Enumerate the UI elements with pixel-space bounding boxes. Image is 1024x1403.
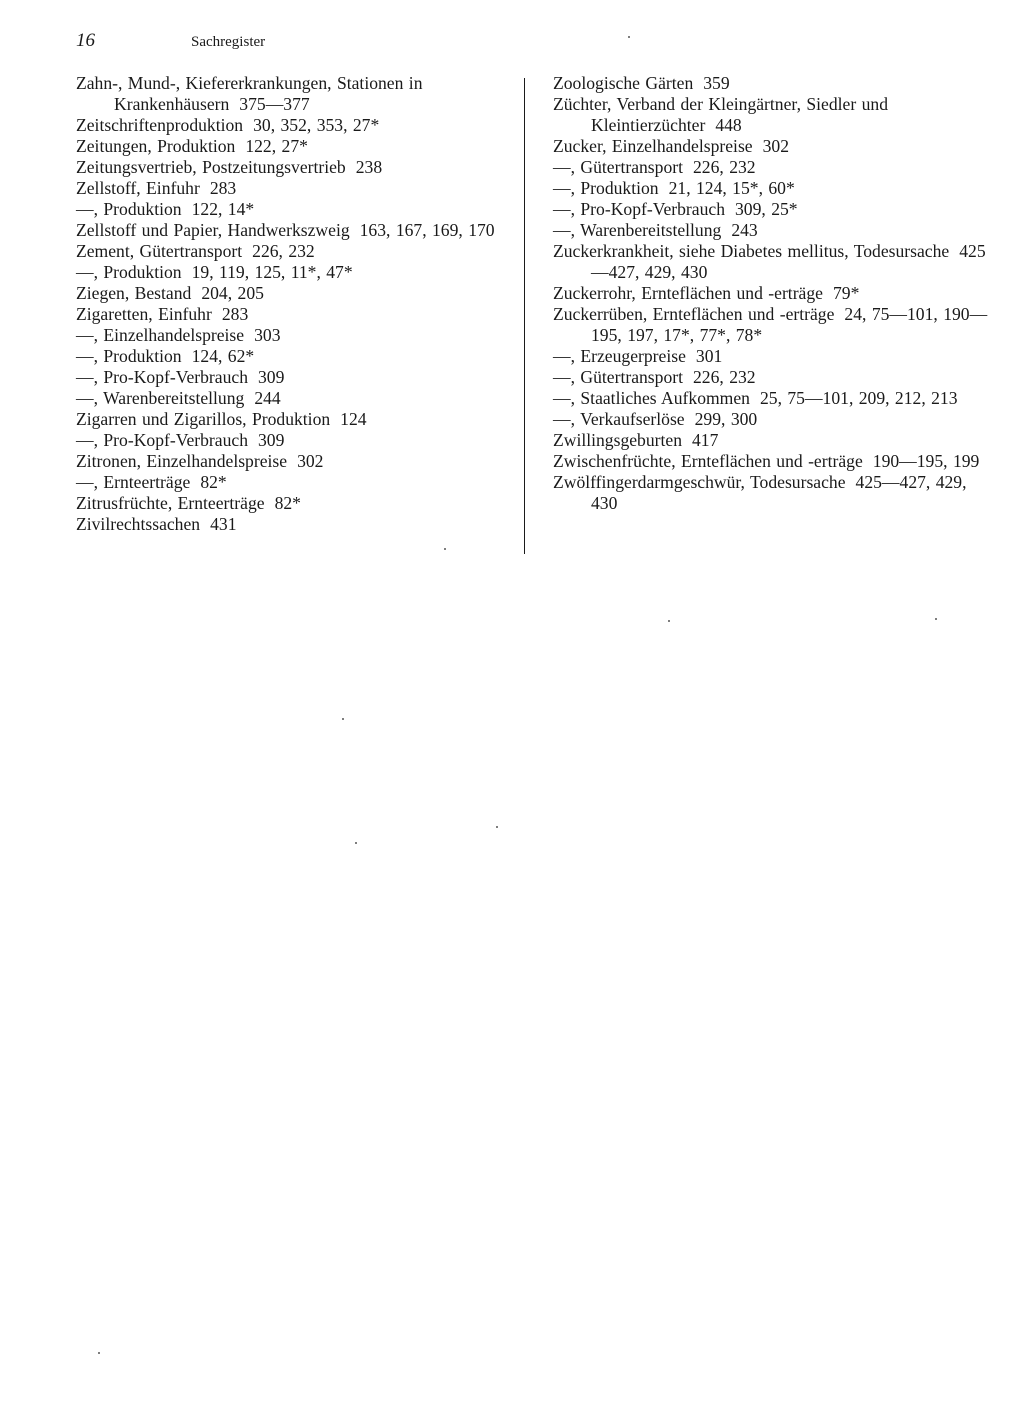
index-entry <box>76 451 511 472</box>
entry-pages: 24, 75—101, 190—195, 197, 17*, 77*, 78* <box>591 304 988 345</box>
entry-term: Zitrusfrüchte, Ernteerträge <box>76 493 265 513</box>
entry-pages: 124, 62* <box>191 346 255 366</box>
index-column-right <box>553 73 993 514</box>
index-entry <box>553 346 993 367</box>
entry-term: Zivilrechtssachen <box>76 514 201 534</box>
entry-pages: 299, 300 <box>694 409 758 429</box>
entry-pages: 283 <box>221 304 249 324</box>
index-entry <box>76 262 511 283</box>
index-entry <box>76 367 511 388</box>
index-entry <box>553 283 993 304</box>
index-entry <box>553 94 993 136</box>
entry-pages: 302 <box>297 451 324 471</box>
entry-term: Zigaretten, Einfuhr <box>76 304 212 324</box>
entry-pages: 19, 119, 125, 11*, 47* <box>191 262 353 282</box>
scan-speck <box>668 620 670 622</box>
entry-term: —, Produktion <box>76 199 182 219</box>
entry-pages: 244 <box>254 388 281 408</box>
entry-pages: 226, 232 <box>693 367 756 387</box>
entry-term: Zwischenfrüchte, Ernteflächen und -erträge <box>553 451 863 471</box>
index-entry <box>76 241 511 262</box>
entry-term: Zellstoff, Einfuhr <box>76 178 200 198</box>
scan-speck <box>496 826 498 828</box>
index-entry <box>76 199 511 220</box>
entry-pages: 226, 232 <box>252 241 315 261</box>
entry-pages: 243 <box>731 220 758 240</box>
index-entry <box>553 304 993 346</box>
entry-term: —, Einzelhandelspreise <box>76 325 245 345</box>
scan-speck <box>342 718 344 720</box>
entry-term: Zeitungen, Produktion <box>76 136 236 156</box>
entry-term: Zeitungsvertrieb, Postzeitungsvertrieb <box>76 157 346 177</box>
entry-term: Zuckerrohr, Ernteflächen und -erträge <box>553 283 823 303</box>
entry-term: —, Pro-Kopf-Verbrauch <box>553 199 725 219</box>
entry-pages: 190—195, 199 <box>872 451 980 471</box>
index-entry <box>76 388 511 409</box>
entry-term: Zuckerkrankheit, siehe Diabetes mellitus, Todesursache <box>553 241 950 261</box>
index-entry <box>76 178 511 199</box>
entry-pages: 283 <box>209 178 237 198</box>
entry-pages: 21, 124, 15*, 60* <box>668 178 795 198</box>
entry-pages: 425—427, 429, 430 <box>591 241 986 282</box>
index-entry <box>553 136 993 157</box>
entry-pages: 204, 205 <box>201 283 264 303</box>
entry-pages: 82* <box>274 493 301 513</box>
index-entry <box>76 514 511 535</box>
column-divider <box>524 78 525 554</box>
entry-term: Zeitschriftenproduktion <box>76 115 244 135</box>
entry-term: —, Warenbereitstellung <box>553 220 722 240</box>
entry-term: Zigarren und Zigarillos, Produktion <box>76 409 331 429</box>
entry-pages: 359 <box>703 73 730 93</box>
index-entry <box>76 472 511 493</box>
index-entry <box>553 157 993 178</box>
scan-speck <box>628 36 630 38</box>
scan-speck <box>444 548 446 550</box>
entry-pages: 303 <box>254 325 281 345</box>
entry-term: —, Ernteerträge <box>76 472 191 492</box>
index-column-left <box>76 73 511 535</box>
index-entry <box>76 220 511 241</box>
index-entry <box>76 493 511 514</box>
index-entry <box>76 136 511 157</box>
entry-term: Ziegen, Bestand <box>76 283 192 303</box>
entry-term: Zucker, Einzelhandelspreise <box>553 136 753 156</box>
scan-speck <box>355 842 357 844</box>
entry-pages: 122, 14* <box>191 199 255 219</box>
entry-pages: 79* <box>832 283 860 303</box>
index-entry <box>76 283 511 304</box>
entry-term: —, Pro-Kopf-Verbrauch <box>76 430 248 450</box>
index-entry <box>76 409 511 430</box>
entry-pages: 163, 167, 169, 170 <box>359 220 495 240</box>
entry-pages: 309 <box>258 430 285 450</box>
entry-pages: 375—377 <box>239 94 310 114</box>
entry-term: —, Pro-Kopf-Verbrauch <box>76 367 248 387</box>
index-entry <box>76 304 511 325</box>
entry-term: Zwillingsgeburten <box>553 430 682 450</box>
index-entry <box>553 388 993 409</box>
entry-term: —, Gütertransport <box>553 367 683 387</box>
entry-pages: 122, 27* <box>245 136 308 156</box>
entry-pages: 431 <box>210 514 237 534</box>
index-entry <box>76 325 511 346</box>
index-entry <box>553 73 993 94</box>
page-header <box>76 30 476 54</box>
entry-term: —, Staatliches Aufkommen <box>553 388 750 408</box>
index-entry <box>76 157 511 178</box>
entry-term: Zahn-, Mund-, Kiefererkrankungen, Stationen in Krankenhäusern <box>76 73 423 114</box>
index-entry <box>553 367 993 388</box>
scan-speck <box>98 1352 100 1354</box>
running-head: Sachregister <box>191 34 266 50</box>
entry-pages: 25, 75—101, 209, 212, 213 <box>759 388 958 408</box>
scan-speck <box>935 618 937 620</box>
entry-term: Zuckerrüben, Ernteflächen und -erträge <box>553 304 835 324</box>
entry-pages: 309, 25* <box>735 199 798 219</box>
index-entry <box>76 430 511 451</box>
entry-pages: 124 <box>340 409 367 429</box>
entry-term: Zellstoff und Papier, Handwerkszweig <box>76 220 350 240</box>
entry-term: —, Gütertransport <box>553 157 683 177</box>
index-entry <box>553 241 993 283</box>
entry-term: —, Produktion <box>76 346 182 366</box>
entry-pages: 309 <box>258 367 285 387</box>
index-entry <box>553 178 993 199</box>
entry-term: Zoologische Gärten <box>553 73 694 93</box>
index-entry <box>553 199 993 220</box>
entry-pages: 425—427, 429, 430 <box>591 472 967 513</box>
index-entry <box>553 409 993 430</box>
index-entry <box>76 115 511 136</box>
entry-term: —, Produktion <box>553 178 659 198</box>
entry-term: Züchter, Verband der Kleingärtner, Siedler und Kleintierzüchter <box>553 94 888 135</box>
index-entry <box>553 430 993 451</box>
entry-term: —, Warenbereitstellung <box>76 388 245 408</box>
page-number: 16 <box>76 30 95 51</box>
index-entry <box>76 346 511 367</box>
entry-pages: 302 <box>762 136 789 156</box>
entry-pages: 301 <box>695 346 723 366</box>
index-entry <box>76 73 511 115</box>
entry-term: Zitronen, Einzelhandelspreise <box>76 451 288 471</box>
entry-pages: 238 <box>355 157 383 177</box>
entry-pages: 417 <box>692 430 719 450</box>
index-entry <box>553 472 993 514</box>
index-entry <box>553 451 993 472</box>
entry-term: Zement, Gütertransport <box>76 241 243 261</box>
entry-pages: 30, 352, 353, 27* <box>253 115 380 135</box>
entry-term: —, Erzeugerpreise <box>553 346 686 366</box>
index-entry <box>553 220 993 241</box>
entry-term: —, Verkaufserlöse <box>553 409 685 429</box>
entry-term: Zwölffingerdarmgeschwür, Todesursache <box>553 472 846 492</box>
entry-term: —, Produktion <box>76 262 182 282</box>
entry-pages: 448 <box>715 115 742 135</box>
entry-pages: 226, 232 <box>693 157 756 177</box>
entry-pages: 82* <box>200 472 227 492</box>
